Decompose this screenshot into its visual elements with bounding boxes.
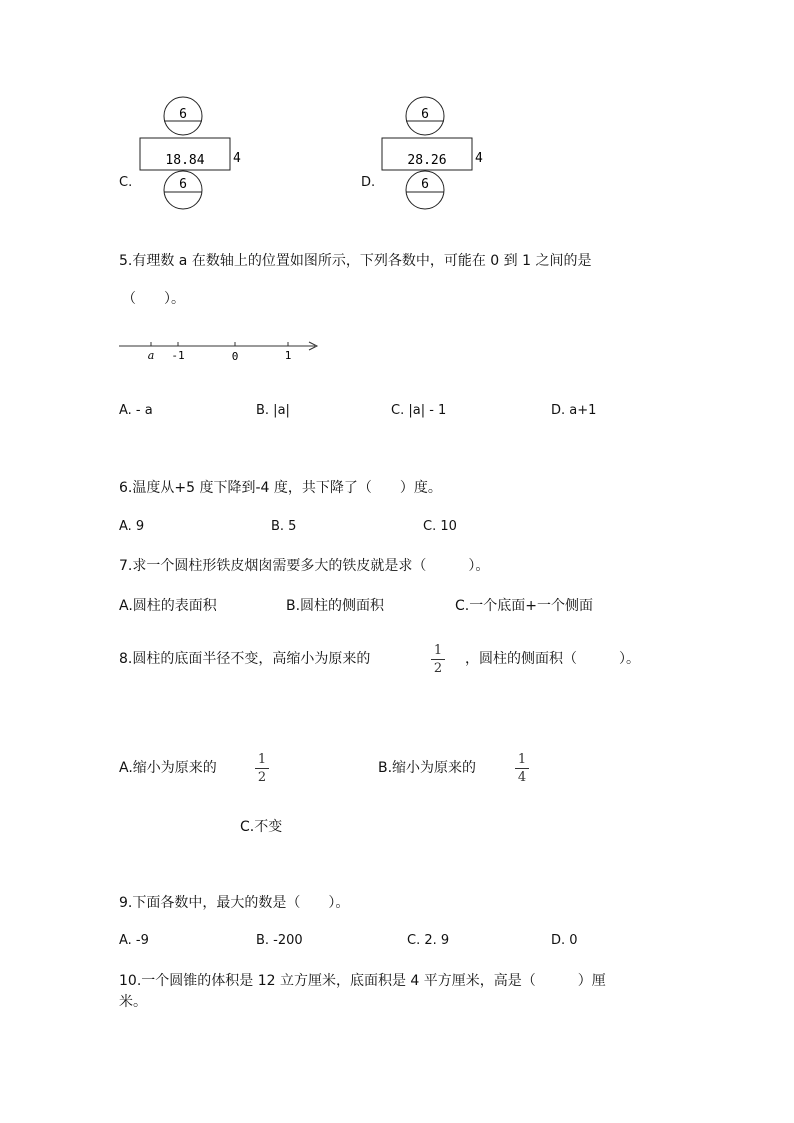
q8-stem-part1: 8.圆柱的底面半径不变，高缩小为原来的 [119,651,371,667]
net-diagram-c [130,96,250,216]
q5-option-c[interactable]: C. |a| - 1 [391,403,447,418]
fraction-denominator: 4 [517,770,527,785]
fraction-numerator: 1 [517,752,527,767]
q9-option-a[interactable]: A. -9 [119,933,149,948]
q8-option-c[interactable]: C.不变 [240,819,283,835]
q8-stem-part2: ，圆柱的侧面积（ ）。 [465,651,640,667]
rectangle-height-value: 4 [233,151,241,166]
q6-stem: 6.温度从+5 度下降到-4 度，共下降了（ ）度。 [119,480,442,496]
q8-option-b-fraction [515,752,529,785]
q7-option-a[interactable]: A.圆柱的表面积 [119,598,217,614]
net-diagram-d [372,96,492,216]
fraction-bar [255,768,269,769]
label-zero: 0 [231,350,239,363]
q9-option-c[interactable]: C. 2. 9 [407,933,450,948]
q5-option-b[interactable]: B. |a| [256,403,290,418]
fraction-numerator: 1 [433,643,443,658]
rectangle-width-value: 28.26 [407,153,447,168]
q6-option-a[interactable]: A. 9 [119,519,145,534]
bottom-circle-value: 6 [179,177,187,192]
q5-stem-line1: 5.有理数 a 在数轴上的位置如图所示，下列各数中，可能在 0 到 1 之间的是 [119,253,592,269]
q9-option-b[interactable]: B. -200 [256,933,303,948]
rectangle-width-value: 18.84 [165,153,205,168]
q6-option-b[interactable]: B. 5 [271,519,297,534]
q5-option-d[interactable]: D. a+1 [551,403,597,418]
top-circle-value: 6 [421,107,429,122]
q8-option-a[interactable]: A.缩小为原来的 [119,760,217,776]
label-minus-one: -1 [171,349,185,362]
q7-option-c[interactable]: C.一个底面+一个侧面 [455,598,593,614]
fraction-denominator: 2 [433,661,443,676]
q10-stem-line2: 米。 [119,994,147,1010]
fraction-bar [515,768,529,769]
q9-stem: 9.下面各数中，最大的数是（ ）。 [119,895,350,911]
rectangle-height-value: 4 [475,151,483,166]
fraction-bar [431,659,445,660]
q9-option-d[interactable]: D. 0 [551,933,578,948]
q6-option-c[interactable]: C. 10 [423,519,457,534]
q5-stem-line2: （ ）。 [122,291,185,307]
q5-option-a[interactable]: A. - a [119,403,153,418]
q8-option-a-fraction [255,752,269,785]
q7-stem: 7.求一个圆柱形铁皮烟囱需要多大的铁皮就是求（ ）。 [119,558,490,574]
label-one: 1 [284,349,292,362]
q7-option-b[interactable]: B.圆柱的侧面积 [286,598,385,614]
bottom-circle-value: 6 [421,177,429,192]
q10-stem-line1: 10.一个圆锥的体积是 12 立方厘米，底面积是 4 平方厘米，高是（ ）厘 [119,973,606,989]
q8-option-b[interactable]: B.缩小为原来的 [378,760,477,776]
q8-stem-fraction [431,643,445,676]
fraction-numerator: 1 [257,752,267,767]
option-d-label: D. [361,175,376,190]
number-line [115,336,325,366]
label-a: a [147,349,155,362]
option-c-label: C. [119,175,133,190]
top-circle-value: 6 [179,107,187,122]
fraction-denominator: 2 [257,770,267,785]
